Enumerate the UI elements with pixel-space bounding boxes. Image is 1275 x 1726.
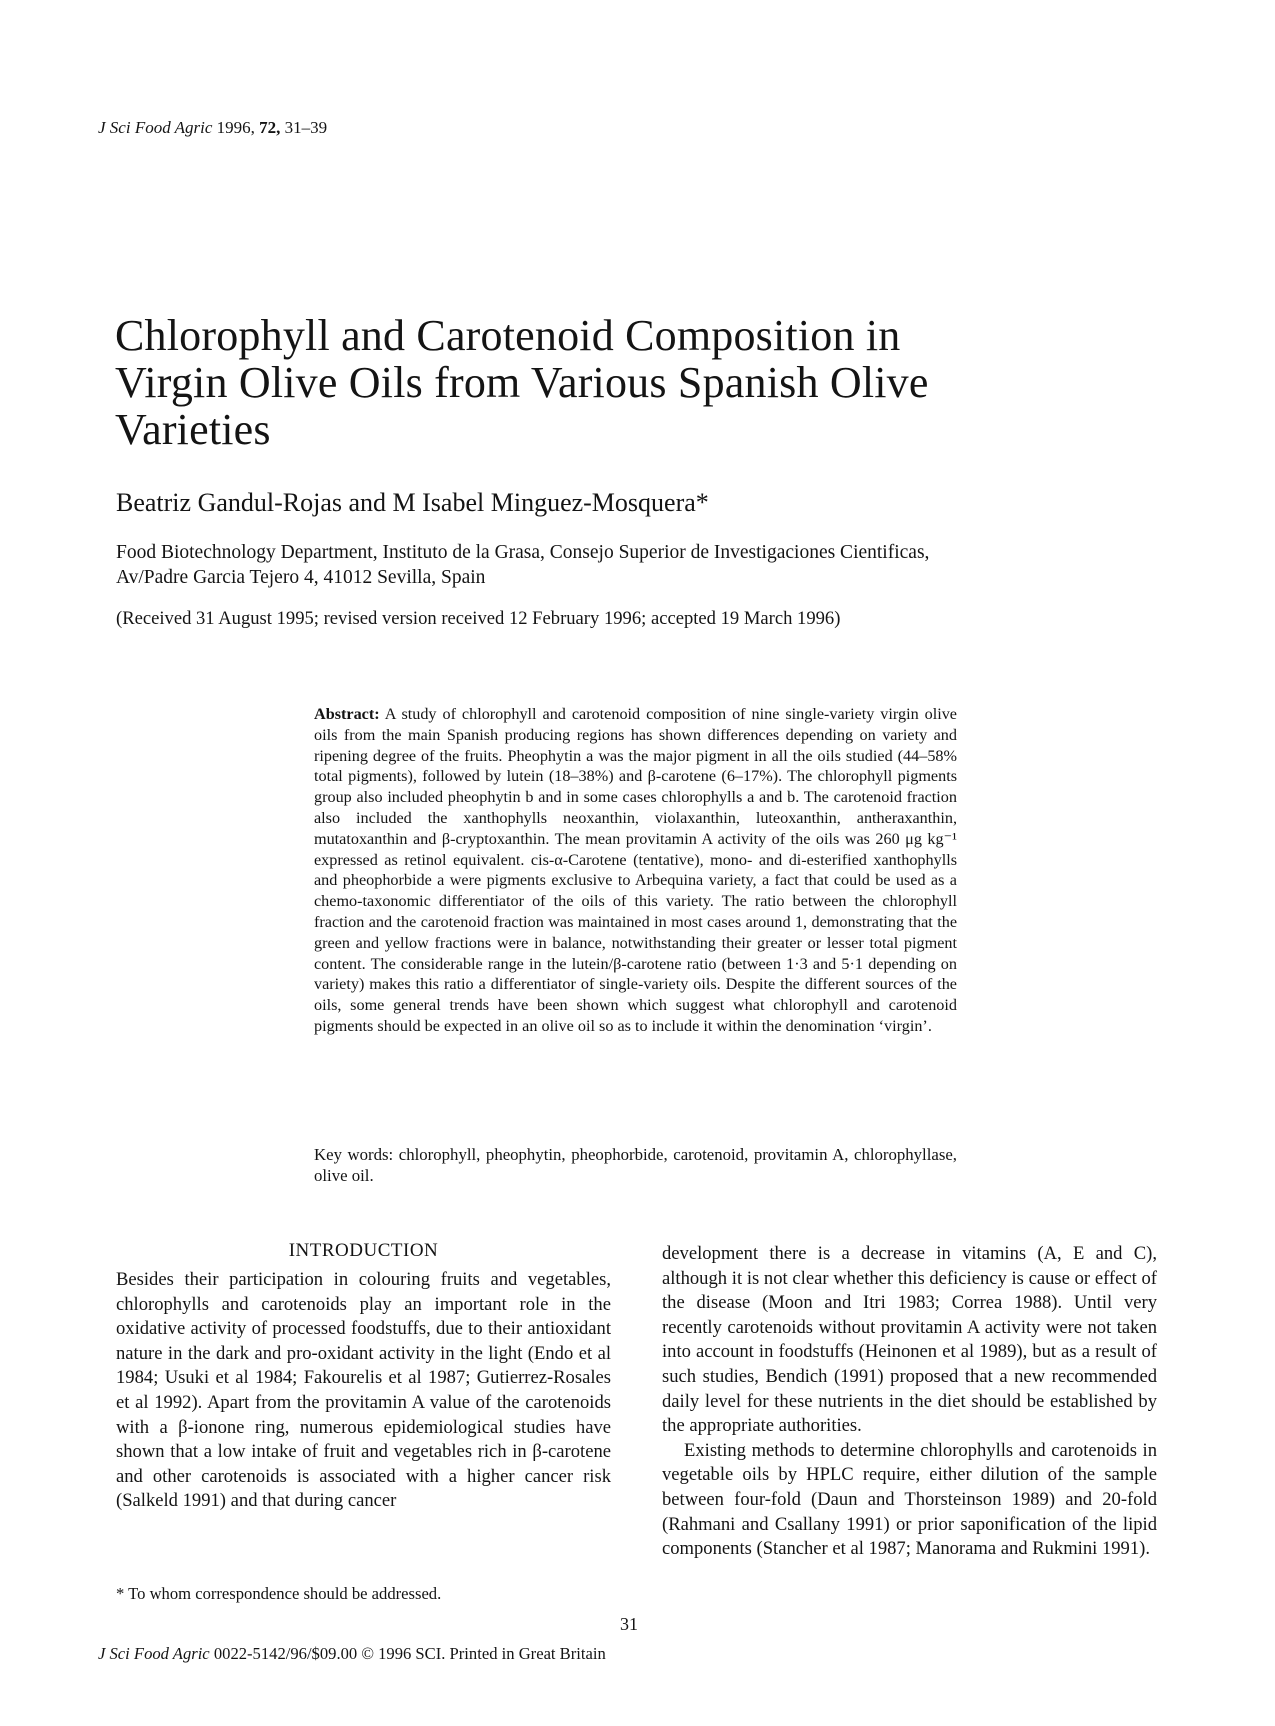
affiliation-line-2: Av/Padre Garcia Tejero 4, 41012 Sevilla, Spain: [116, 567, 486, 588]
intro-right-column: [662, 1242, 1157, 1562]
journal-year: 1996,: [216, 118, 255, 137]
footer-journal: J Sci Food Agric: [98, 1644, 210, 1663]
received-dates: (Received 31 August 1995; revised version received 12 February 1996; accepted 19 March 1996): [116, 608, 841, 629]
page-footer: [98, 1644, 606, 1664]
paper-title: [115, 312, 1115, 453]
affiliation: [116, 540, 1176, 590]
intro-left-column: [116, 1268, 611, 1514]
title-line-3: Varieties: [115, 405, 271, 454]
journal-pages: 31–39: [284, 118, 328, 137]
abstract-text: A study of chlorophyll and carotenoid composition of nine single-variety virgin olive oils from the main Spanish producing regions has shown differences depending on variety and ripening degree of the fruits. Pheophytin a was the major pigment in all the oils studied (44–58% total pigments), followed by lutein (18–38%) and β-carotene (6–17%). The chlorophyll pigments group also included pheophytin b and in some cases chlorophylls a and b. The carotenoid fraction also included the xanthophylls neoxanthin, violaxanthin, luteoxanthin, antheraxanthin, mutatoxanthin and β-cryptoxanthin. The mean provitamin A activity of the oils was 260 μg kg⁻¹ expressed as retinol equivalent. cis-α-Carotene (tentative), mono- and di-esterified xanthophylls and pheophorbide a were pigments exclusive to Arbequina variety, a fact that could be used as a chemo-taxonomic differentiator of the oils of this variety. The ratio between the chlorophyll fraction and the carotenoid fraction was maintained in most cases around 1, demonstrating that the green and yellow fractions were in balance, notwithstanding their greater or lesser total pigment content. The considerable range in the lutein/β-carotene ratio (between 1·3 and 5·1 depending on variety) makes this ratio a differentiator of single-variety oils. Despite the different sources of the oils, some general trends have been shown which suggest what chlorophyll and carotenoid pigments should be expected in an olive oil so as to include it within the denomination ‘virgin’.: [314, 705, 957, 1035]
intro-paragraph-3: Existing methods to determine chlorophylls and carotenoids in vegetable oils by HPLC require, either dilution of the sample between four-fold (Daun and Thorsteinson 1989) and 20-fold (Rahmani and Csallany 1991) or prior saponification of the lipid components (Stancher et al 1987; Manorama and Rukmini 1991).: [662, 1439, 1157, 1560]
correspondence-footnote: * To whom correspondence should be addressed.: [116, 1584, 442, 1603]
footer-copyright: 0022-5142/96/$09.00 © 1996 SCI. Printed in Great Britain: [213, 1644, 606, 1663]
keywords: Key words: chlorophyll, pheophytin, pheophorbide, carotenoid, provitamin A, chlorophyllase, olive oil.: [314, 1145, 957, 1185]
title-line-2: Virgin Olive Oils from Various Spanish Olive: [115, 358, 929, 407]
section-heading-introduction: INTRODUCTION: [288, 1240, 439, 1261]
page-number: 31: [620, 1614, 638, 1634]
journal-volume: 72,: [259, 118, 281, 137]
abstract-label: Abstract:: [314, 705, 380, 723]
abstract: [314, 704, 957, 1037]
title-line-1: Chlorophyll and Carotenoid Composition in: [115, 311, 901, 360]
intro-paragraph-1: Besides their participation in colouring fruits and vegetables, chlorophylls and carotenoids play an important role in the oxidative activity of processed foodstuffs, due to their antioxidant nature in the dark and pro-oxidant activity in the light (Endo et al 1984; Usuki et al 1984; Fakourelis et al 1987; Gutierrez-Rosales et al 1992). Apart from the provitamin A value of the carotenoids with a β-ionone ring, numerous epidemiological studies have shown that a low intake of fruit and vegetables rich in β-carotene and other carotenoids is associated with a higher cancer risk (Salkeld 1991) and that during cancer: [116, 1269, 611, 1512]
affiliation-line-1: Food Biotechnology Department, Instituto de la Grasa, Consejo Superior de Investigaciones Cientificas,: [116, 542, 930, 563]
running-head: [98, 118, 327, 138]
authors: Beatriz Gandul-Rojas and M Isabel Minguez-Mosquera*: [116, 488, 709, 517]
intro-paragraph-2: development there is a decrease in vitamins (A, E and C), although it is not clear whether this deficiency is cause or effect of the disease (Moon and Itri 1983; Correa 1988). Until very recently carotenoids without provitamin A activity were not taken into account in foodstuffs (Heinonen et al 1989), but as a result of such studies, Bendich (1991) proposed that a new recommended daily level for these nutrients in the diet should be established by the appropriate authorities.: [662, 1243, 1157, 1437]
journal-name: J Sci Food Agric: [98, 118, 213, 137]
